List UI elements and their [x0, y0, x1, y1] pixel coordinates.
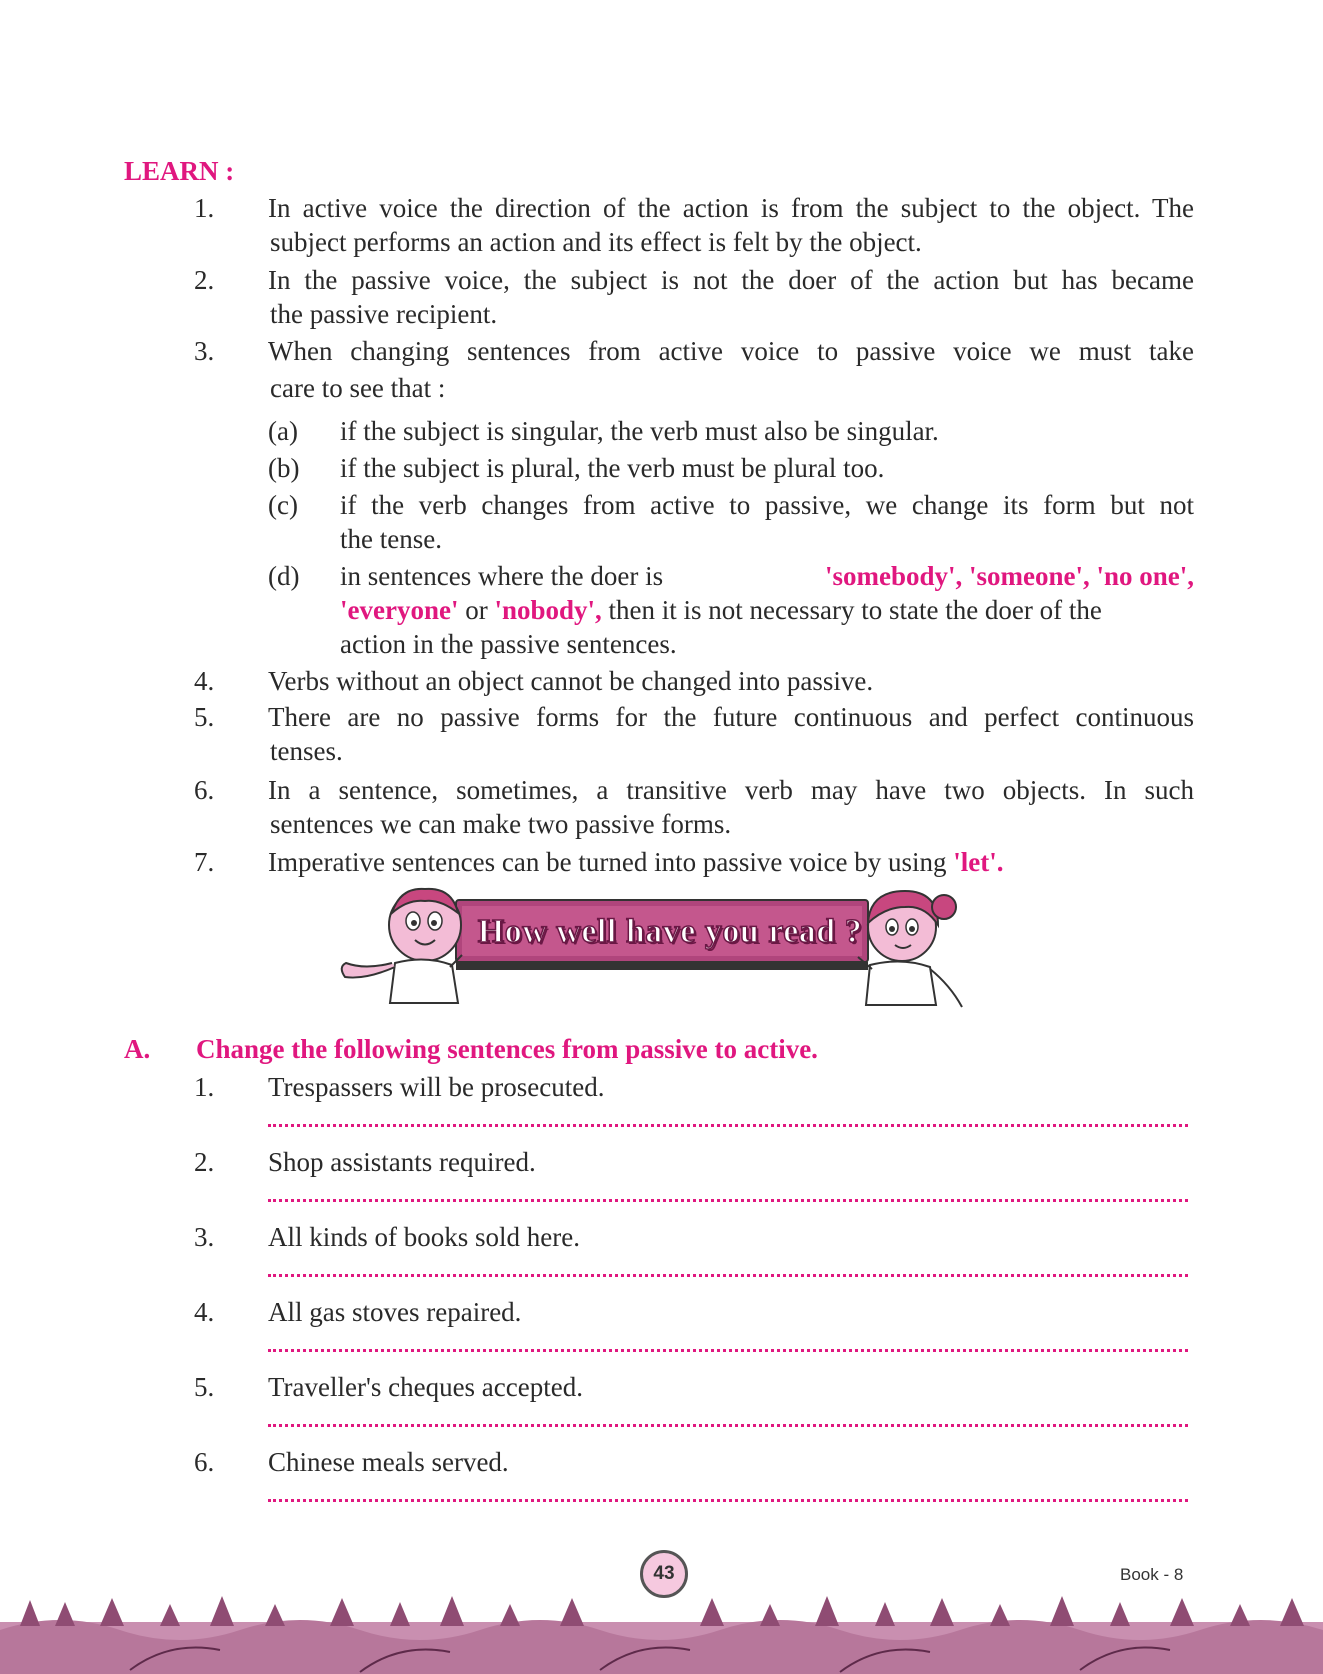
boy-icon — [342, 889, 462, 1003]
answer-line-4[interactable] — [268, 1349, 1188, 1352]
learn-item-5-line2: tenses. — [270, 736, 343, 766]
page-number-badge: 43 — [640, 1550, 688, 1598]
learn-heading: LEARN : — [124, 156, 235, 186]
learn-item-2-line1: In the passive voice, the subject is not the doer of the action but has became — [268, 265, 1194, 295]
term-let: 'let'. — [953, 847, 1004, 877]
learn-item-6-line1: In a sentence, sometimes, a transitive verb may have two objects. In such — [268, 775, 1194, 805]
sub-item-b-text: if the subject is plural, the verb must be plural too. — [340, 453, 885, 483]
exercise-item-4-text: All gas stoves repaired. — [268, 1297, 522, 1327]
sub-item-d-letter: (d) — [268, 561, 300, 591]
sub-item-c-line2: the tense. — [340, 524, 442, 554]
learn-item-2-line2: the passive recipient. — [270, 299, 498, 329]
exercise-letter: A. — [124, 1034, 151, 1064]
exercise-item-5-text: Traveller's cheques accepted. — [268, 1372, 583, 1402]
exercise-item-6-number: 6. — [194, 1447, 215, 1477]
term-or: or — [465, 595, 488, 625]
exercise-item-1-text: Trespassers will be prosecuted. — [268, 1072, 605, 1102]
sub-item-c-letter: (c) — [268, 490, 298, 520]
sub-item-d-line2 — [340, 593, 1102, 627]
book-label: Book - 8 — [1120, 1565, 1184, 1584]
learn-item-3-line2: care to see that : — [270, 373, 446, 403]
exercise-item-3-text: All kinds of books sold here. — [268, 1222, 580, 1252]
exercise-instruction: Change the following sentences from passive to active. — [196, 1034, 818, 1064]
sub-item-d-line2-rest: then it is not necessary to state the doer of the — [608, 595, 1102, 625]
sub-item-d-line1-terms: 'somebody', 'someone', 'no one', — [824, 561, 1194, 591]
sub-item-a-text: if the subject is singular, the verb must also be singular. — [340, 416, 939, 446]
girl-icon — [858, 891, 962, 1007]
learn-item-2-number: 2. — [194, 265, 215, 295]
learn-item-1-line2: subject performs an action and its effect is felt by the object. — [270, 227, 922, 257]
tree-row-icon — [20, 1596, 1304, 1626]
answer-line-1[interactable] — [268, 1124, 1188, 1127]
exercise-item-4-number: 4. — [194, 1297, 215, 1327]
exercise-item-1-number: 1. — [194, 1072, 215, 1102]
term-everyone: 'everyone' — [340, 595, 459, 625]
learn-item-1-number: 1. — [194, 193, 215, 223]
learn-item-7-number: 7. — [194, 847, 215, 877]
answer-line-5[interactable] — [268, 1424, 1188, 1427]
learn-item-5-line1: There are no passive forms for the future continuous and perfect continuous — [268, 702, 1194, 732]
exercise-item-5-number: 5. — [194, 1372, 215, 1402]
sub-item-d-line1-plain: in sentences where the doer is — [340, 561, 664, 591]
sub-item-d-line1 — [340, 559, 1194, 593]
learn-item-6-line2: sentences we can make two passive forms. — [270, 809, 732, 839]
answer-line-2[interactable] — [268, 1199, 1188, 1202]
sub-item-c-line1: if the verb changes from active to passive, we change its form but not — [340, 490, 1194, 520]
learn-item-3-line1: When changing sentences from active voice to passive voice we must take — [268, 336, 1194, 366]
sub-item-b-letter: (b) — [268, 453, 300, 483]
learn-item-7-plain: Imperative sentences can be turned into passive voice by using — [268, 847, 947, 877]
learn-item-1-line1: In active voice the direction of the action is from the subject to the object. The — [268, 193, 1194, 223]
exercise-item-6-text: Chinese meals served. — [268, 1447, 509, 1477]
answer-line-3[interactable] — [268, 1274, 1188, 1277]
exercise-item-3-number: 3. — [194, 1222, 215, 1252]
learn-item-6-number: 6. — [194, 775, 215, 805]
exercise-item-2-text: Shop assistants required. — [268, 1147, 536, 1177]
sub-item-a-letter: (a) — [268, 416, 298, 446]
learn-item-7-text — [268, 845, 1004, 879]
banner-title: How well have you read ? — [477, 913, 863, 950]
learn-item-3-number: 3. — [194, 336, 215, 366]
sub-item-d-line3: action in the passive sentences. — [340, 629, 677, 659]
term-nobody: 'nobody', — [494, 595, 602, 625]
learn-item-4-text: Verbs without an object cannot be changed into passive. — [268, 666, 874, 696]
exercise-item-2-number: 2. — [194, 1147, 215, 1177]
answer-line-6[interactable] — [268, 1499, 1188, 1502]
learn-item-5-number: 5. — [194, 702, 215, 732]
learn-item-4-number: 4. — [194, 666, 215, 696]
